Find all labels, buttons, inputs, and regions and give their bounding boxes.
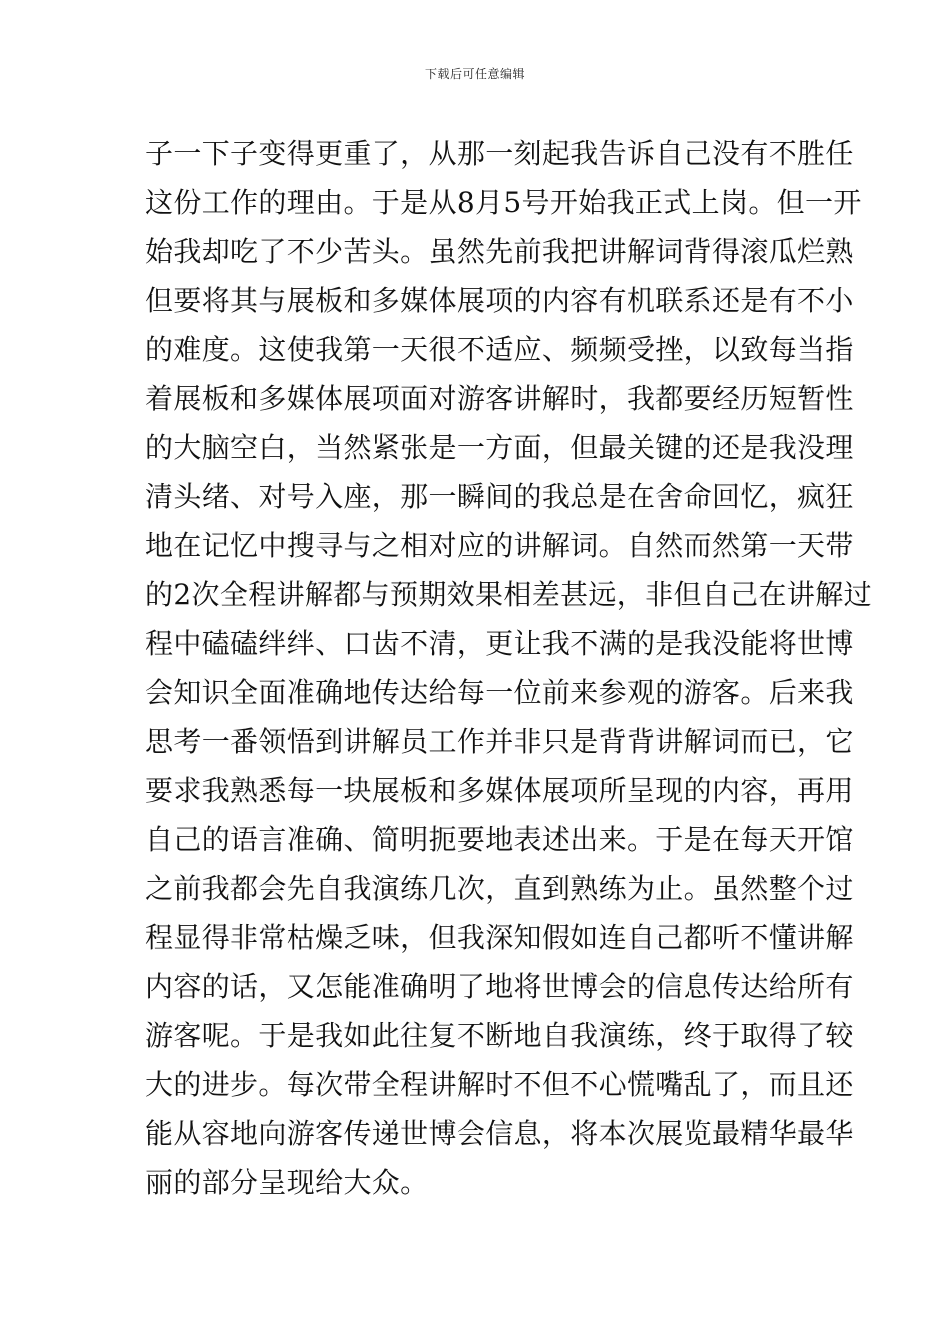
text-line: 会知识全面准确地传达给每一位前来参观的游客。后来我 xyxy=(145,676,854,709)
text-line: 的大脑空白，当然紧张是一方面，但最关键的还是我没理 xyxy=(145,431,854,464)
text-line: 程中磕磕绊绊、口齿不清，更让我不满的是我没能将世博 xyxy=(145,627,854,660)
text-line: 始我却吃了不少苦头。虽然先前我把讲解词背得滚瓜烂熟 xyxy=(145,235,854,268)
text-line: 能从容地向游客传递世博会信息，将本次展览最精华最华 xyxy=(145,1117,854,1150)
text-line: 内容的话，又怎能准确明了地将世博会的信息传达给所有 xyxy=(145,970,854,1003)
text-line: 这份工作的理由。于是从8月5号开始我正式上岗。但一开 xyxy=(145,186,862,219)
text-line: 要求我熟悉每一块展板和多媒体展项所呈现的内容，再用 xyxy=(145,774,854,807)
text-line: 清头绪、对号入座，那一瞬间的我总是在舍命回忆，疯狂 xyxy=(145,480,854,513)
text-line: 思考一番领悟到讲解员工作并非只是背背讲解词而已，它 xyxy=(145,725,854,758)
text-line: 丽的部分呈现给大众。 xyxy=(145,1166,429,1199)
text-line: 的2次全程讲解都与预期效果相差甚远，非但自己在讲解过 xyxy=(145,578,872,611)
body-paragraph xyxy=(145,129,872,1207)
text-line: 程显得非常枯燥乏味，但我深知假如连自己都听不懂讲解 xyxy=(145,921,854,954)
text-line: 着展板和多媒体展项面对游客讲解时，我都要经历短暂性 xyxy=(145,382,854,415)
page-header: 下载后可任意编辑 xyxy=(424,67,525,81)
text-line: 子一下子变得更重了，从那一刻起我告诉自己没有不胜任 xyxy=(145,137,854,170)
text-line: 自己的语言准确、简明扼要地表述出来。于是在每天开馆 xyxy=(145,823,854,856)
text-line: 游客呢。于是我如此往复不断地自我演练，终于取得了较 xyxy=(145,1019,854,1052)
text-line: 地在记忆中搜寻与之相对应的讲解词。自然而然第一天带 xyxy=(145,529,854,562)
text-line: 之前我都会先自我演练几次，直到熟练为止。虽然整个过 xyxy=(145,872,854,905)
text-line: 的难度。这使我第一天很不适应、频频受挫，以致每当指 xyxy=(145,333,854,366)
text-line: 但要将其与展板和多媒体展项的内容有机联系还是有不小 xyxy=(145,284,854,317)
text-line: 大的进步。每次带全程讲解时不但不心慌嘴乱了，而且还 xyxy=(145,1068,854,1101)
